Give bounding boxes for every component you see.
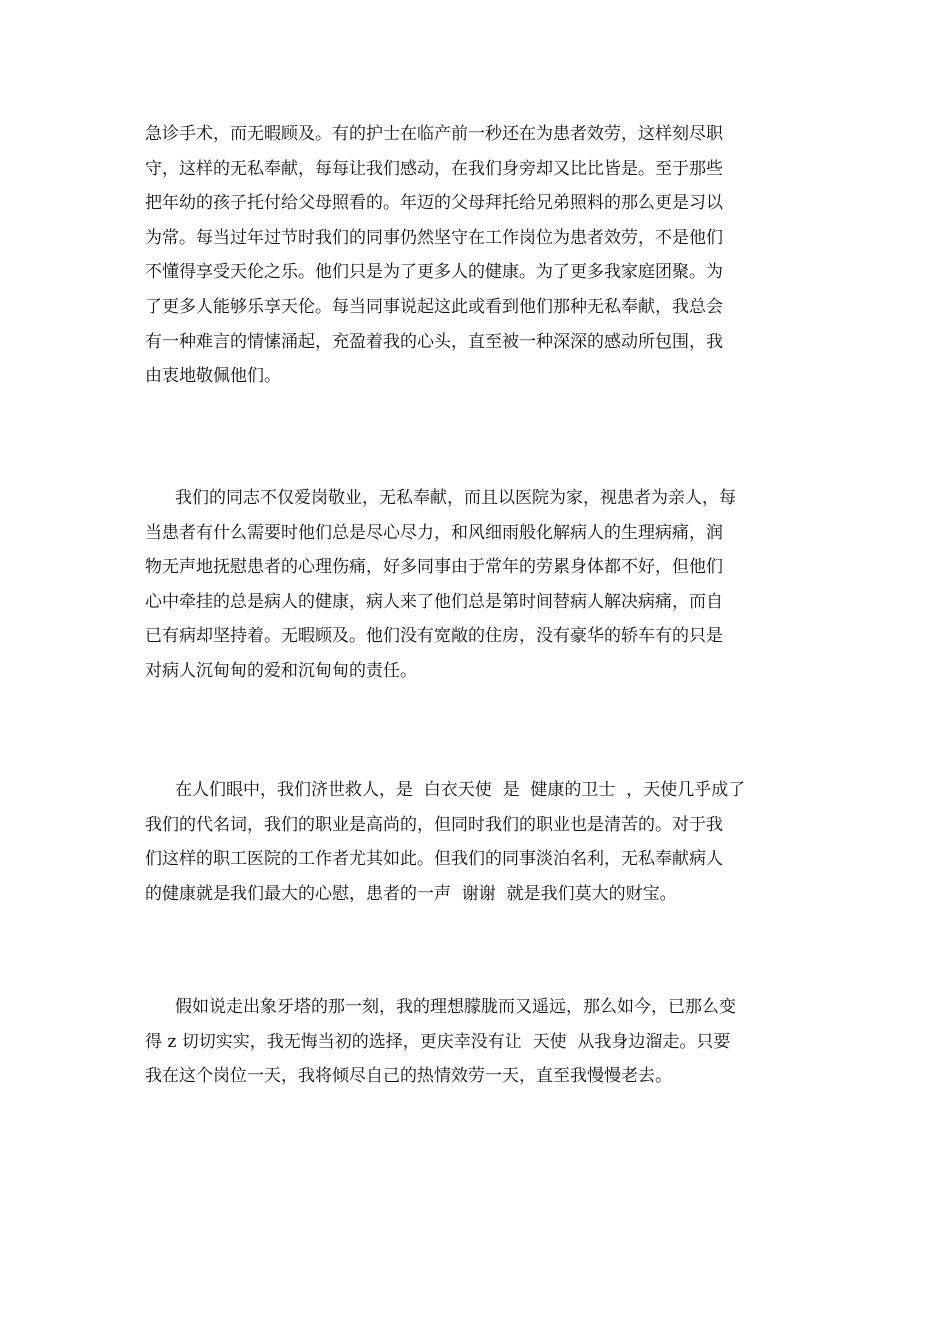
paragraph-line: 已有病却坚持着。无暇顾及。他们没有宽敞的住房，没有豪华的轿车有的只是 (145, 626, 723, 647)
paragraph-line: 在人们眼中，我们济世救人，是 白衣天使 是 健康的卫士 ，天使几乎成了 (175, 780, 746, 800)
paragraph-4 (145, 990, 810, 1094)
paragraph-line: 了更多人能够乐享天伦。每当同事说起这此或看到他们那种无私奉献，我总会 (145, 296, 723, 317)
paragraph-line: 把年幼的孩子托付给父母照看的。年迈的父母拜托给兄弟照料的那么更是习以 (145, 193, 723, 214)
paragraph-line: 物无声地抚慰患者的心理伤痛，好多同事由于常年的劳累身体都不好，但他们 (145, 557, 723, 578)
paragraph-line: 们这样的职工医院的工作者尤其如此。但我们的同事淡泊名利，无私奉献病人 (145, 849, 723, 870)
paragraph-3 (145, 773, 810, 911)
paragraph-line: 为常。每当过年过节时我们的同事仍然坚守在工作岗位为患者效劳，不是他们 (145, 227, 723, 248)
paragraph-line: 假如说走出象牙塔的那一刻，我的理想朦胧而又遥远，那么如今，已那么变 (175, 997, 736, 1017)
paragraph-line: 对病人沉甸甸的爱和沉甸甸的责任。 (145, 660, 417, 681)
paragraph-line: 有一种难言的情愫涌起，充盈着我的心头，直至被一种深深的感动所包围，我 (145, 331, 723, 352)
paragraph-line: 守，这样的无私奉献，每每让我们感动，在我们身旁却又比比皆是。至于那些 (145, 158, 723, 179)
paragraph-line: 当患者有什么需要时他们总是尽心尽力，和风细雨般化解病人的生理病痛，润 (145, 522, 723, 543)
paragraph-line: 我们的代名词，我们的职业是高尚的，但同时我们的职业也是清苦的。对于我 (145, 814, 723, 835)
paragraph-line: 我在这个岗位一天，我将倾尽自己的热情效劳一天，直至我慢慢老去。 (145, 1066, 672, 1087)
paragraph-line: 不懂得享受天伦之乐。他们只是为了更多人的健康。为了更多我家庭团聚。为 (145, 262, 723, 283)
paragraph-line: 的健康就是我们最大的心慰，患者的一声 谢谢 就是我们莫大的财宝。 (145, 883, 677, 904)
paragraph-2 (145, 481, 810, 689)
paragraph-line: 心中牵挂的总是病人的健康，病人来了他们总是第时间替病人解决病痛，而自 (145, 591, 723, 612)
paragraph-line: 得 z 切切实实，我无悔当初的选择，更庆幸没有让 天使 从我身边溜走。只要 (145, 1031, 731, 1052)
paragraph-line: 我们的同志不仅爱岗敬业，无私奉献，而且以医院为家，视患者为亲人，每 (175, 488, 736, 508)
paragraph-1 (145, 117, 810, 394)
paragraph-line: 由衷地敬佩他们。 (145, 366, 281, 387)
paragraph-line: 急诊手术，而无暇顾及。有的护士在临产前一秒还在为患者效劳，这样刻尽职 (145, 124, 723, 144)
